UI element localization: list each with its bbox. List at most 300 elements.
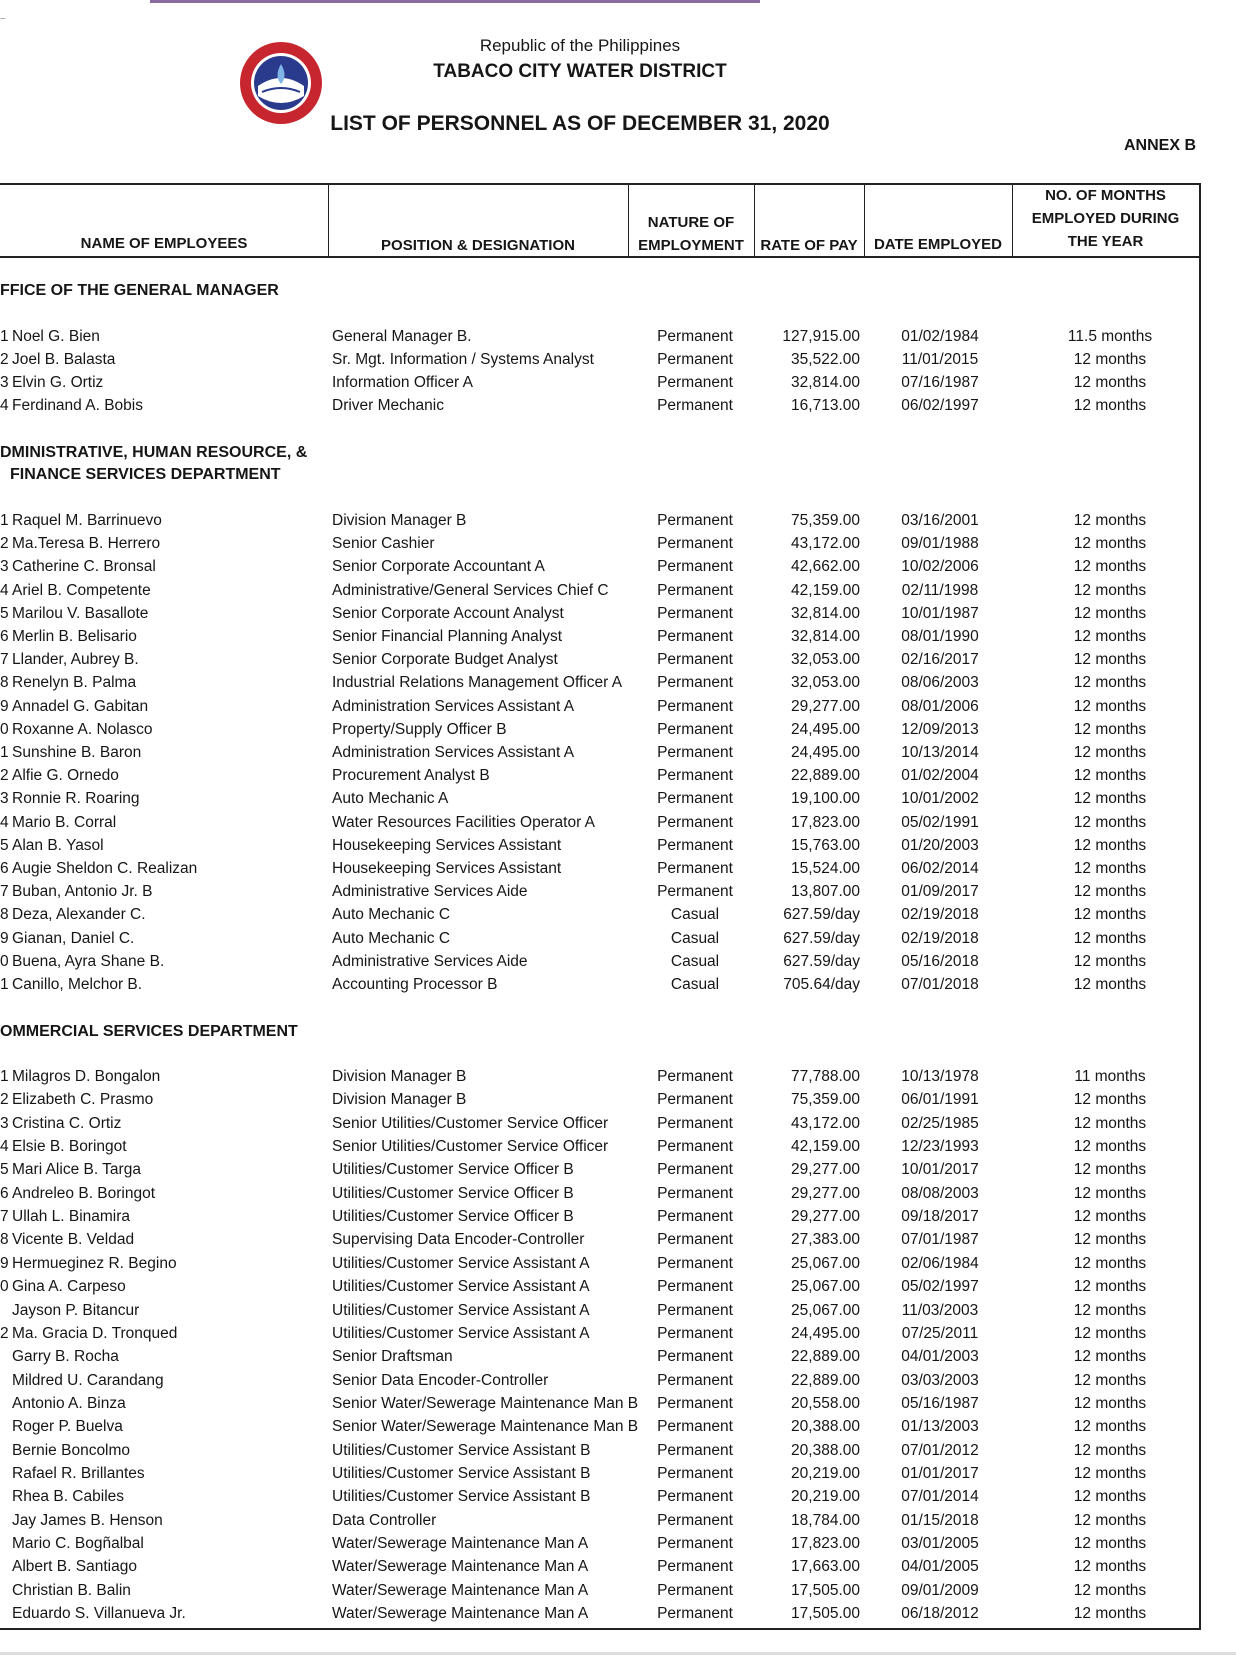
months-employed: 12 months	[1073, 1511, 1147, 1529]
row-number: 7	[0, 651, 9, 669]
col-header-rate: RATE OF PAY	[760, 237, 858, 254]
date-employed: 02/06/1984	[901, 1254, 979, 1272]
date-employed: 12/09/2013	[901, 720, 979, 738]
months-employed: 12 months	[1073, 790, 1147, 808]
date-employed: 09/01/1988	[901, 535, 979, 553]
months-employed: 12 months	[1073, 674, 1147, 692]
position: Senior Utilities/Customer Service Officer	[332, 1114, 609, 1132]
employee-name: Renelyn B. Palma	[12, 674, 137, 692]
employment-nature: Permanent	[657, 628, 733, 645]
section-title-gm: FFICE OF THE GENERAL MANAGER	[0, 282, 279, 299]
rate-of-pay: 32,053.00	[791, 651, 860, 669]
employment-nature: Casual	[670, 952, 720, 970]
employment-nature: Permanent	[657, 1068, 733, 1085]
employment-nature: Permanent	[657, 1488, 733, 1506]
date-employed: 06/02/1997	[901, 397, 979, 414]
date-employed: 06/02/2014	[901, 860, 979, 877]
rate-of-pay: 42,662.00	[791, 558, 860, 576]
employment-nature: Permanent	[657, 697, 733, 715]
annex-label: ANNEX B	[1123, 137, 1196, 154]
employment-nature: Permanent	[657, 651, 733, 669]
table-row	[0, 651, 1199, 674]
months-employed: 12 months	[1073, 512, 1147, 529]
table-row	[0, 1488, 1199, 1511]
row-number: 0	[0, 1278, 9, 1296]
date-employed: 05/16/1987	[901, 1394, 979, 1412]
employee-name: Merlin B. Belisario	[12, 628, 137, 645]
employment-nature: Permanent	[657, 836, 733, 854]
table-row	[0, 721, 1199, 744]
rate-of-pay: 20,388.00	[791, 1418, 860, 1436]
rate-of-pay: 42,159.00	[791, 1138, 860, 1156]
employee-name: Cristina C. Ortiz	[12, 1114, 122, 1132]
employee-name: Raquel M. Barrinuevo	[12, 512, 162, 529]
employment-nature: Permanent	[657, 1161, 733, 1179]
months-employed: 12 months	[1073, 1581, 1147, 1599]
date-employed: 07/01/2014	[901, 1488, 979, 1506]
position: General Manager B.	[332, 328, 472, 345]
employment-nature: Permanent	[657, 1324, 733, 1342]
rate-of-pay: 13,807.00	[791, 883, 860, 901]
row-number: 4	[0, 1138, 9, 1156]
date-employed: 01/13/2003	[901, 1418, 979, 1436]
date-employed: 06/01/1991	[901, 1091, 979, 1109]
table-row	[0, 397, 1199, 420]
employee-name: Antonio A. Binza	[12, 1394, 126, 1412]
date-employed: 11/03/2003	[901, 1301, 979, 1319]
rate-of-pay: 32,053.00	[791, 674, 860, 692]
table-row	[0, 1115, 1199, 1138]
position: Senior Financial Planning Analyst	[332, 628, 563, 645]
position: Property/Supply Officer B	[332, 720, 507, 738]
date-employed: 03/03/2003	[901, 1371, 979, 1389]
position: Supervising Data Encoder-Controller	[332, 1231, 585, 1249]
table-row	[0, 1512, 1199, 1535]
rate-of-pay: 20,219.00	[791, 1488, 860, 1506]
employment-nature: Permanent	[657, 1231, 733, 1249]
rate-of-pay: 75,359.00	[791, 1091, 860, 1109]
employment-nature: Casual	[670, 906, 720, 924]
rate-of-pay: 127,915.00	[782, 328, 860, 345]
position: Housekeeping Services Assistant	[332, 860, 562, 877]
row-number: 2	[0, 535, 9, 553]
employment-nature: Permanent	[657, 1208, 733, 1226]
employee-name: Christian B. Balin	[12, 1581, 131, 1599]
row-number: 2	[0, 1324, 9, 1342]
rate-of-pay: 43,172.00	[791, 1114, 860, 1132]
rate-of-pay: 25,067.00	[791, 1301, 860, 1319]
employment-nature: Permanent	[657, 581, 733, 599]
months-employed: 12 months	[1073, 1558, 1147, 1576]
employee-name: Roger P. Buelva	[12, 1418, 123, 1436]
months-employed: 12 months	[1073, 1464, 1147, 1482]
date-employed: 08/08/2003	[901, 1184, 979, 1202]
scan-mark: ~	[0, 14, 6, 25]
rate-of-pay: 22,889.00	[791, 1371, 860, 1389]
table-row	[0, 814, 1199, 837]
months-employed: 12 months	[1073, 374, 1147, 391]
date-employed: 02/19/2018	[901, 906, 979, 924]
table-row	[0, 1138, 1199, 1161]
position: Auto Mechanic C	[332, 929, 451, 947]
employment-nature: Permanent	[657, 674, 733, 692]
date-employed: 10/01/2017	[901, 1161, 979, 1179]
rate-of-pay: 17,505.00	[791, 1605, 860, 1623]
employment-nature: Permanent	[657, 397, 733, 414]
employee-name: Hermueginez R. Begino	[12, 1254, 177, 1272]
employee-name: Jay James B. Henson	[12, 1511, 163, 1529]
position: Utilities/Customer Service Assistant A	[332, 1278, 590, 1296]
table-row	[0, 1091, 1199, 1114]
row-number: 0	[0, 952, 9, 970]
months-employed: 12 months	[1073, 813, 1147, 831]
months-employed: 12 months	[1073, 1301, 1147, 1319]
months-employed: 12 months	[1073, 883, 1147, 901]
position: Senior Cashier	[332, 535, 435, 553]
row-number: 9	[0, 1254, 9, 1272]
months-employed: 12 months	[1073, 836, 1147, 854]
months-employed: 12 months	[1073, 1161, 1147, 1179]
date-employed: 05/02/1991	[901, 813, 979, 831]
position: Division Manager B	[332, 1091, 467, 1109]
rate-of-pay: 627.59/day	[783, 906, 860, 924]
employment-nature: Permanent	[657, 720, 733, 738]
row-number: 2	[0, 1091, 9, 1109]
months-employed: 12 months	[1073, 1278, 1147, 1296]
employment-nature: Permanent	[657, 1394, 733, 1412]
employment-nature: Permanent	[657, 1114, 733, 1132]
months-employed: 12 months	[1073, 558, 1147, 576]
position: Accounting Processor B	[332, 976, 498, 993]
date-employed: 08/01/1990	[901, 628, 979, 645]
employee-name: Catherine C. Bronsal	[12, 558, 156, 576]
employee-name: Ariel B. Competente	[12, 581, 151, 599]
months-employed: 11.5 months	[1067, 328, 1153, 345]
date-employed: 12/23/1993	[901, 1138, 979, 1156]
months-employed: 12 months	[1073, 1114, 1147, 1132]
date-employed: 02/25/1985	[901, 1114, 979, 1132]
months-employed: 12 months	[1073, 929, 1147, 947]
top-edge-line	[150, 0, 760, 3]
position: Division Manager B	[332, 1068, 467, 1085]
date-employed: 01/02/2004	[901, 767, 979, 785]
date-employed: 02/16/2017	[901, 651, 979, 669]
position: Administrative Services Aide	[332, 952, 528, 970]
position: Water/Sewerage Maintenance Man A	[332, 1581, 589, 1599]
employment-nature: Permanent	[657, 535, 733, 553]
col-header-months: NO. OF MONTHS EMPLOYED DURING THE YEAR	[1031, 187, 1180, 250]
employment-nature: Permanent	[657, 1581, 733, 1599]
date-employed: 09/01/2009	[901, 1581, 979, 1599]
position: Water Resources Facilities Operator A	[332, 813, 596, 831]
months-employed: 12 months	[1073, 1138, 1147, 1156]
employment-nature: Permanent	[657, 1418, 733, 1436]
rate-of-pay: 15,524.00	[791, 860, 860, 877]
rate-of-pay: 32,814.00	[791, 374, 860, 391]
date-employed: 01/20/2003	[901, 836, 979, 854]
employment-nature: Permanent	[657, 883, 733, 901]
rate-of-pay: 17,823.00	[791, 813, 860, 831]
employee-name: Llander, Aubrey B.	[12, 651, 139, 669]
table-row	[0, 953, 1199, 976]
date-employed: 10/13/1978	[901, 1068, 979, 1085]
col-header-nature: NATURE OF EMPLOYMENT	[638, 214, 744, 254]
employee-name: Joel B. Balasta	[12, 351, 116, 368]
position: Division Manager B	[332, 512, 467, 529]
table-row	[0, 328, 1199, 351]
rate-of-pay: 25,067.00	[791, 1254, 860, 1272]
rate-of-pay: 25,067.00	[791, 1278, 860, 1296]
rate-of-pay: 42,159.00	[791, 581, 860, 599]
months-employed: 12 months	[1073, 744, 1147, 761]
months-employed: 12 months	[1073, 1535, 1147, 1552]
employment-nature: Permanent	[657, 1254, 733, 1272]
employee-name: Mario C. Bogñalbal	[12, 1535, 144, 1552]
date-employed: 07/25/2011	[901, 1324, 979, 1342]
employee-name: Buban, Antonio Jr. B	[12, 883, 153, 901]
table-row	[0, 1185, 1199, 1208]
position: Water/Sewerage Maintenance Man A	[332, 1558, 589, 1576]
row-number: 4	[0, 397, 9, 414]
position: Driver Mechanic	[332, 397, 444, 414]
republic-line: Republic of the Philippines	[479, 36, 681, 55]
position: Information Officer A	[332, 374, 473, 391]
row-number: 1	[0, 328, 9, 345]
rate-of-pay: 24,495.00	[791, 744, 860, 761]
date-employed: 03/16/2001	[901, 512, 979, 529]
row-number: 7	[0, 883, 9, 901]
employment-nature: Permanent	[657, 1605, 733, 1623]
table-row	[0, 790, 1199, 813]
table-row	[0, 930, 1199, 953]
employment-nature: Permanent	[657, 1464, 733, 1482]
table-row	[0, 1325, 1199, 1348]
months-employed: 12 months	[1073, 1394, 1147, 1412]
table-row	[0, 906, 1199, 929]
row-number: 1	[0, 744, 9, 761]
employment-nature: Permanent	[657, 1301, 733, 1319]
employee-name: Elvin G. Ortiz	[12, 374, 104, 391]
employee-name: Gianan, Daniel C.	[12, 929, 135, 947]
employee-name: Ma.Teresa B. Herrero	[12, 535, 161, 553]
employee-name: Augie Sheldon C. Realizan	[12, 860, 198, 877]
employee-name: Mari Alice B. Targa	[12, 1161, 141, 1179]
employee-name: Alan B. Yasol	[12, 836, 104, 854]
employee-name: Ma. Gracia D. Tronqued	[12, 1324, 178, 1342]
rate-of-pay: 16,713.00	[791, 397, 860, 414]
row-number: 0	[0, 720, 9, 738]
date-employed: 02/11/1998	[901, 581, 979, 599]
rate-of-pay: 627.59/day	[783, 952, 860, 970]
table-row	[0, 374, 1199, 397]
employment-nature: Permanent	[657, 1138, 733, 1156]
position: Water/Sewerage Maintenance Man A	[332, 1535, 589, 1552]
date-employed: 01/15/2018	[901, 1511, 979, 1529]
position: Senior Corporate Accountant A	[332, 558, 545, 576]
rate-of-pay: 24,495.00	[791, 720, 860, 738]
col-header-date: DATE EMPLOYED	[873, 236, 1003, 253]
employment-nature: Permanent	[657, 1535, 733, 1552]
months-employed: 12 months	[1073, 581, 1147, 599]
row-number: 8	[0, 674, 9, 692]
table-row	[0, 976, 1199, 999]
rate-of-pay: 705.64/day	[783, 976, 860, 993]
employment-nature: Permanent	[657, 744, 733, 761]
row-number: 4	[0, 813, 9, 831]
employee-name: Rhea B. Cabiles	[12, 1488, 125, 1506]
employee-name: Deza, Alexander C.	[12, 906, 146, 924]
rate-of-pay: 20,219.00	[791, 1464, 860, 1482]
bottom-edge	[0, 1652, 1236, 1655]
table-row	[0, 1208, 1199, 1231]
rate-of-pay: 17,505.00	[791, 1581, 860, 1599]
employment-nature: Permanent	[657, 351, 733, 368]
position: Procurement Analyst B	[332, 767, 490, 785]
rate-of-pay: 29,277.00	[791, 1208, 860, 1226]
rate-of-pay: 32,814.00	[791, 628, 860, 645]
row-number: 1	[0, 1068, 9, 1085]
employment-nature: Permanent	[657, 558, 733, 576]
rate-of-pay: 32,814.00	[791, 604, 860, 622]
rate-of-pay: 15,763.00	[791, 836, 860, 854]
date-employed: 07/01/1987	[901, 1231, 979, 1249]
months-employed: 12 months	[1073, 1324, 1147, 1342]
rate-of-pay: 20,388.00	[791, 1441, 860, 1459]
table-row	[0, 1278, 1199, 1301]
months-employed: 12 months	[1073, 860, 1147, 877]
row-number: 5	[0, 604, 9, 622]
date-employed: 06/18/2012	[901, 1605, 979, 1623]
position: Utilities/Customer Service Officer B	[332, 1208, 574, 1226]
employment-nature: Permanent	[657, 1348, 733, 1366]
rate-of-pay: 29,277.00	[791, 697, 860, 715]
row-number: 6	[0, 1184, 9, 1202]
months-employed: 12 months	[1073, 604, 1147, 622]
position: Auto Mechanic C	[332, 906, 451, 924]
row-number: 4	[0, 581, 9, 599]
employment-nature: Permanent	[657, 1511, 733, 1529]
table-row	[0, 1418, 1199, 1441]
months-employed: 11 months	[1074, 1068, 1146, 1085]
table-row	[0, 628, 1199, 651]
employment-nature: Permanent	[657, 813, 733, 831]
employee-name: Annadel G. Gabitan	[12, 697, 149, 715]
position: Water/Sewerage Maintenance Man A	[332, 1605, 589, 1623]
rate-of-pay: 18,784.00	[791, 1511, 860, 1529]
col-header-position: POSITION & DESIGNATION	[381, 237, 575, 254]
rate-of-pay: 19,100.00	[791, 790, 860, 808]
section-title-admin: DMINISTRATIVE, HUMAN RESOURCE, &	[0, 444, 308, 461]
table-row	[0, 883, 1199, 906]
table-row	[0, 1605, 1199, 1628]
position: Utilities/Customer Service Assistant B	[332, 1441, 591, 1459]
months-employed: 12 months	[1073, 351, 1147, 368]
row-number: 3	[0, 558, 9, 576]
position: Utilities/Customer Service Assistant B	[332, 1488, 591, 1506]
date-employed: 10/13/2014	[901, 744, 979, 761]
months-employed: 12 months	[1073, 651, 1147, 669]
employee-name: Ullah L. Binamira	[12, 1208, 131, 1226]
position: Administrative Services Aide	[332, 883, 528, 901]
position: Industrial Relations Management Officer A	[332, 674, 623, 692]
rate-of-pay: 77,788.00	[791, 1068, 860, 1085]
rate-of-pay: 627.59/day	[783, 929, 860, 947]
position: Senior Utilities/Customer Service Officer	[332, 1138, 609, 1156]
table-row	[0, 1558, 1199, 1581]
months-employed: 12 months	[1073, 767, 1147, 785]
table-row	[0, 1231, 1199, 1254]
employee-name: Andreleo B. Boringot	[12, 1184, 156, 1202]
row-number: 8	[0, 906, 9, 924]
position: Utilities/Customer Service Assistant A	[332, 1301, 590, 1319]
position: Auto Mechanic A	[332, 790, 449, 808]
row-number: 2	[0, 767, 9, 785]
months-employed: 12 months	[1073, 397, 1147, 414]
employee-name: Ronnie R. Roaring	[12, 790, 140, 808]
table-row	[0, 744, 1199, 767]
months-employed: 12 months	[1073, 976, 1147, 993]
table-row	[0, 837, 1199, 860]
employee-name: Eduardo S. Villanueva Jr.	[12, 1605, 186, 1623]
date-employed: 08/01/2006	[901, 697, 979, 715]
row-number: 1	[0, 976, 9, 993]
table-row	[0, 860, 1199, 883]
date-employed: 02/19/2018	[901, 929, 979, 947]
table-row	[0, 1068, 1199, 1091]
rate-of-pay: 24,495.00	[791, 1324, 860, 1342]
employee-name: Canillo, Melchor B.	[12, 976, 143, 993]
employee-name: Gina A. Carpeso	[12, 1278, 126, 1296]
date-employed: 05/02/1997	[901, 1278, 979, 1296]
rate-of-pay: 27,383.00	[791, 1231, 860, 1249]
row-number: 1	[0, 512, 9, 529]
row-number: 6	[0, 628, 9, 645]
employee-name: Rafael R. Brillantes	[12, 1464, 145, 1482]
employee-name: Bernie Boncolmo	[12, 1441, 131, 1459]
months-employed: 12 months	[1073, 1418, 1147, 1436]
agency-name: TABACO CITY WATER DISTRICT	[433, 61, 727, 82]
position: Utilities/Customer Service Officer B	[332, 1161, 574, 1179]
months-employed: 12 months	[1073, 1231, 1147, 1249]
employee-name: Buena, Ayra Shane B.	[12, 952, 165, 970]
table-row	[0, 1255, 1199, 1278]
employment-nature: Permanent	[657, 512, 733, 529]
months-employed: 12 months	[1073, 1605, 1147, 1623]
months-employed: 12 months	[1073, 1371, 1147, 1389]
section-subtitle-admin: FINANCE SERVICES DEPARTMENT	[10, 466, 281, 483]
employment-nature: Permanent	[657, 1091, 733, 1109]
employee-name: Albert B. Santiago	[12, 1558, 137, 1576]
date-employed: 04/01/2003	[901, 1348, 979, 1366]
position: Senior Corporate Account Analyst	[332, 604, 564, 622]
employee-name: Garry B. Rocha	[12, 1348, 119, 1366]
rate-of-pay: 20,558.00	[791, 1394, 860, 1412]
table-row	[0, 1582, 1199, 1605]
rate-of-pay: 17,823.00	[791, 1535, 860, 1552]
table-row	[0, 1465, 1199, 1488]
position: Utilities/Customer Service Officer B	[332, 1184, 574, 1202]
table-row	[0, 1161, 1199, 1184]
row-number: 6	[0, 860, 9, 877]
row-number: 7	[0, 1208, 9, 1226]
months-employed: 12 months	[1073, 535, 1147, 553]
date-employed: 10/02/2006	[901, 558, 979, 576]
date-employed: 08/06/2003	[901, 674, 979, 692]
position: Senior Data Encoder-Controller	[332, 1371, 549, 1389]
months-employed: 12 months	[1073, 628, 1147, 645]
position: Sr. Mgt. Information / Systems Analyst	[332, 351, 594, 368]
months-employed: 12 months	[1073, 1091, 1147, 1109]
